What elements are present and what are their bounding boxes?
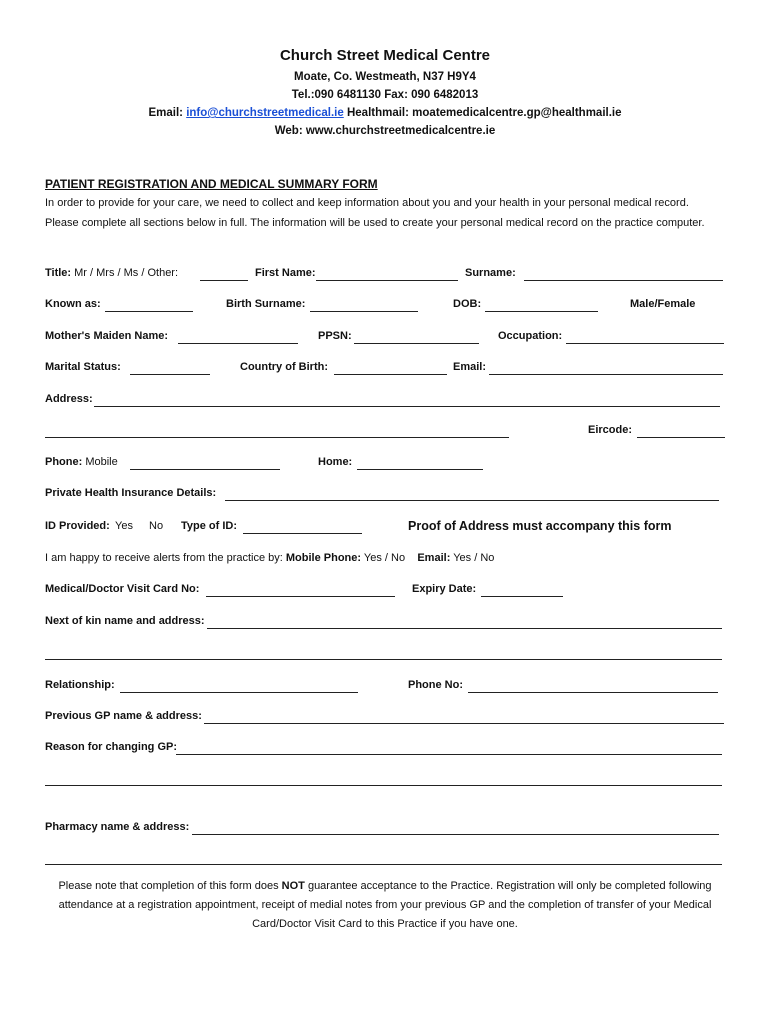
reason-changing-gp-label: Reason for changing GP: [45,741,178,753]
pharmacy-input-line-1[interactable] [192,834,719,835]
email-link[interactable]: info@churchstreetmedical.ie [186,107,344,119]
previous-gp-input[interactable] [204,723,724,724]
practice-phone-fax: Tel.:090 6481130 Fax: 090 6482013 [291,89,479,101]
relationship-label: Relationship: [45,679,115,691]
phone-no-input[interactable] [468,692,718,693]
next-of-kin-label: Next of kin name and address: [45,615,205,627]
marital-status-input[interactable] [130,374,210,375]
practice-web: Web: www.churchstreetmedicalcentre.ie [274,125,496,137]
address-label: Address: [45,393,93,405]
occupation-label: Occupation: [498,330,563,342]
reason-changing-gp-input-line-1[interactable] [176,754,722,755]
practice-email-line [0,107,770,119]
pharmacy-label: Pharmacy name & address: [45,821,190,833]
phone-no-label: Phone No: [408,679,463,691]
reason-changing-gp-input-line-2[interactable] [45,785,722,786]
home-phone-input[interactable] [357,469,483,470]
email-label: Email: [148,107,183,119]
healthmail-address: moatemedicalcentre.gp@healthmail.ie [412,107,622,119]
address-input-line-2[interactable] [45,437,509,438]
practice-address: Moate, Co. Westmeath, N37 H9Y4 [294,71,476,83]
dob-label: DOB: [453,298,482,310]
form-intro: In order to provide for your care, we need to collect and keep information about you and your health in your personal medical record. Please complete all sections below in full. The information will be used to create your personal medical record on the practice computer. [45,197,705,229]
dob-input[interactable] [485,311,598,312]
first-name-input[interactable] [316,280,458,281]
pharmacy-input-line-2[interactable] [45,864,722,865]
country-of-birth-label: Country of Birth: [240,361,328,373]
home-phone-label: Home: [318,456,353,468]
ppsn-label: PPSN: [318,330,352,342]
address-input-line-1[interactable] [94,406,720,407]
gender-options[interactable]: Male/Female [630,298,696,310]
title-label: Title: [45,267,72,279]
known-as-input[interactable] [105,311,193,312]
mobile-phone-input[interactable] [130,469,280,470]
id-provided-label: ID Provided: [45,520,110,532]
phone-type: Mobile [85,456,118,468]
id-no-option[interactable]: No [149,520,164,532]
private-health-insurance-input[interactable] [225,500,719,501]
email-field-label: Email: [453,361,487,373]
surname-label: Surname: [465,267,516,279]
title-options: Mr / Mrs / Ms / Other: [74,267,179,279]
occupation-input[interactable] [566,343,724,344]
next-of-kin-input-line-2[interactable] [45,659,722,660]
registration-note [40,877,730,934]
note-not: NOT [281,880,305,892]
country-of-birth-input[interactable] [334,374,447,375]
note-part-2: guarantee acceptance to the Practice. Registration will only be completed following attendance at a registration appointment, receipt of medial notes from your previous GP and the completion of transfer of your Medical Card/Doctor Visit Card to this Practice if you have one. [58,880,712,930]
first-name-label: First Name: [255,267,316,279]
expiry-date-label: Expiry Date: [412,583,477,595]
healthmail-label: Healthmail: [346,107,409,119]
phone-field [45,456,118,468]
expiry-date-input[interactable] [481,596,563,597]
ppsn-input[interactable] [354,343,479,344]
mothers-maiden-name-input[interactable] [178,343,298,344]
type-of-id-label: Type of ID: [181,520,238,532]
eircode-label: Eircode: [588,424,633,436]
known-as-label: Known as: [45,298,101,310]
proof-of-address-notice: Proof of Address must accompany this form [408,519,672,533]
relationship-input[interactable] [120,692,358,693]
email-input[interactable] [489,374,723,375]
medical-card-input[interactable] [206,596,395,597]
birth-surname-input[interactable] [310,311,418,312]
phone-label: Phone: [45,456,83,468]
alerts-email-label: Email: [417,552,451,564]
alerts-mobile-label: Mobile Phone: [285,552,362,564]
previous-gp-label: Previous GP name & address: [45,710,202,722]
id-yes-option[interactable]: Yes [115,520,133,532]
practice-name: Church Street Medical Centre [279,47,491,64]
next-of-kin-input-line-1[interactable] [207,628,722,629]
mothers-maiden-name-label: Mother's Maiden Name: [45,330,169,342]
title-other-input[interactable] [200,280,248,281]
alerts-email-options[interactable]: Yes / No [453,552,495,564]
form-title: PATIENT REGISTRATION AND MEDICAL SUMMARY FORM [45,177,378,191]
private-health-insurance-label: Private Health Insurance Details: [45,487,217,499]
title-field [45,267,178,279]
birth-surname-label: Birth Surname: [226,298,306,310]
alerts-preference [45,552,494,564]
type-of-id-input[interactable] [243,533,362,534]
alerts-mobile-options[interactable]: Yes / No [363,552,406,564]
alerts-text: I am happy to receive alerts from the practice by: [45,552,283,564]
surname-input[interactable] [524,280,723,281]
eircode-input[interactable] [637,437,725,438]
note-part-1: Please note that completion of this form does [58,880,282,892]
marital-status-label: Marital Status: [45,361,121,373]
medical-card-label: Medical/Doctor Visit Card No: [45,583,200,595]
